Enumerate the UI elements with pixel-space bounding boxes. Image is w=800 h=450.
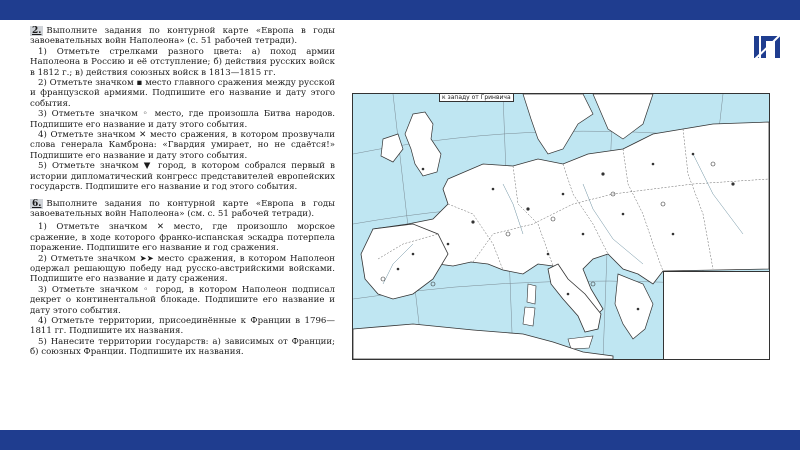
contour-map (352, 93, 770, 360)
task-item: 3) Отметьте значком ◦ место, где произошла Битва народов. Подпишите его название и дату этого события. (30, 109, 335, 130)
task-number: 2. (32, 26, 42, 36)
task-item: 3) Отметьте значком ◦ город, в котором Наполеон подписал декрет о континентальной блокаде. Подпишите его название и дату этого события. (30, 284, 335, 316)
task-6 (30, 199, 335, 358)
task-heading: Выполните задания по контурной карте «Европа в годы завоевательных войн Наполеона» (с. 51 рабочей тетради). (30, 26, 335, 47)
bottom-bar (0, 430, 800, 450)
task-item: 1) Отметьте значком ✕ место, где произошло морское сражение, в ходе которого франко-испанская эскадра потерпела поражение. Подпишите его название и год сражения. (30, 222, 335, 254)
textbook-page (30, 26, 335, 426)
task-item: 1) Отметьте стрелками разного цвета: а) поход армии Наполеона в Россию и её отступление; б) действия русских войск в 1812 г.; в) действия союзных войск в 1813—1815 гг. (30, 46, 335, 78)
task-item: 2) Отметьте значком ▪ место главного сражения между русской и французской армиями. Подпишите его название и дату этого события. (30, 78, 335, 109)
task-item: 5) Отметьте значком ▼ город, в котором собрался первый в истории дипломатический конгресс представителей европейских государств. Подпишите его название и год этого события. (30, 161, 335, 193)
task-heading: Выполните задания по контурной карте «Европа в годы завоевательных войн Наполеона» (см. с. 51 рабочей тетради). (30, 198, 335, 219)
top-bar (0, 0, 800, 20)
task-item: 5) Нанесите территории государств: а) зависимых от Франции; б) союзных Франции. Подпишите их названия. (30, 336, 335, 358)
task-item: 4) Отметьте значком ✕ место сражения, в котором прозвучали слова генерала Камброна: «Гвардия умирает, но не сдаётся!» Подпишите его название и дату этого события. (30, 130, 335, 161)
task-item: 4) Отметьте территории, присоединённые к Франции в 1796—1811 гг. Подпишите их названия. (30, 315, 335, 337)
task-2 (30, 26, 335, 193)
publisher-logo-icon (750, 30, 784, 64)
task-item: 2) Отметьте значком ➤➤ место сражения, в котором Наполеон одержал решающую победу над русско-австрийскими войсками. Подпишите его название и дату сражения. (30, 253, 335, 285)
map-inset-box (663, 271, 770, 360)
map-meridian-label: к западу от Гринвича (439, 93, 514, 102)
task-number: 6. (32, 198, 42, 209)
